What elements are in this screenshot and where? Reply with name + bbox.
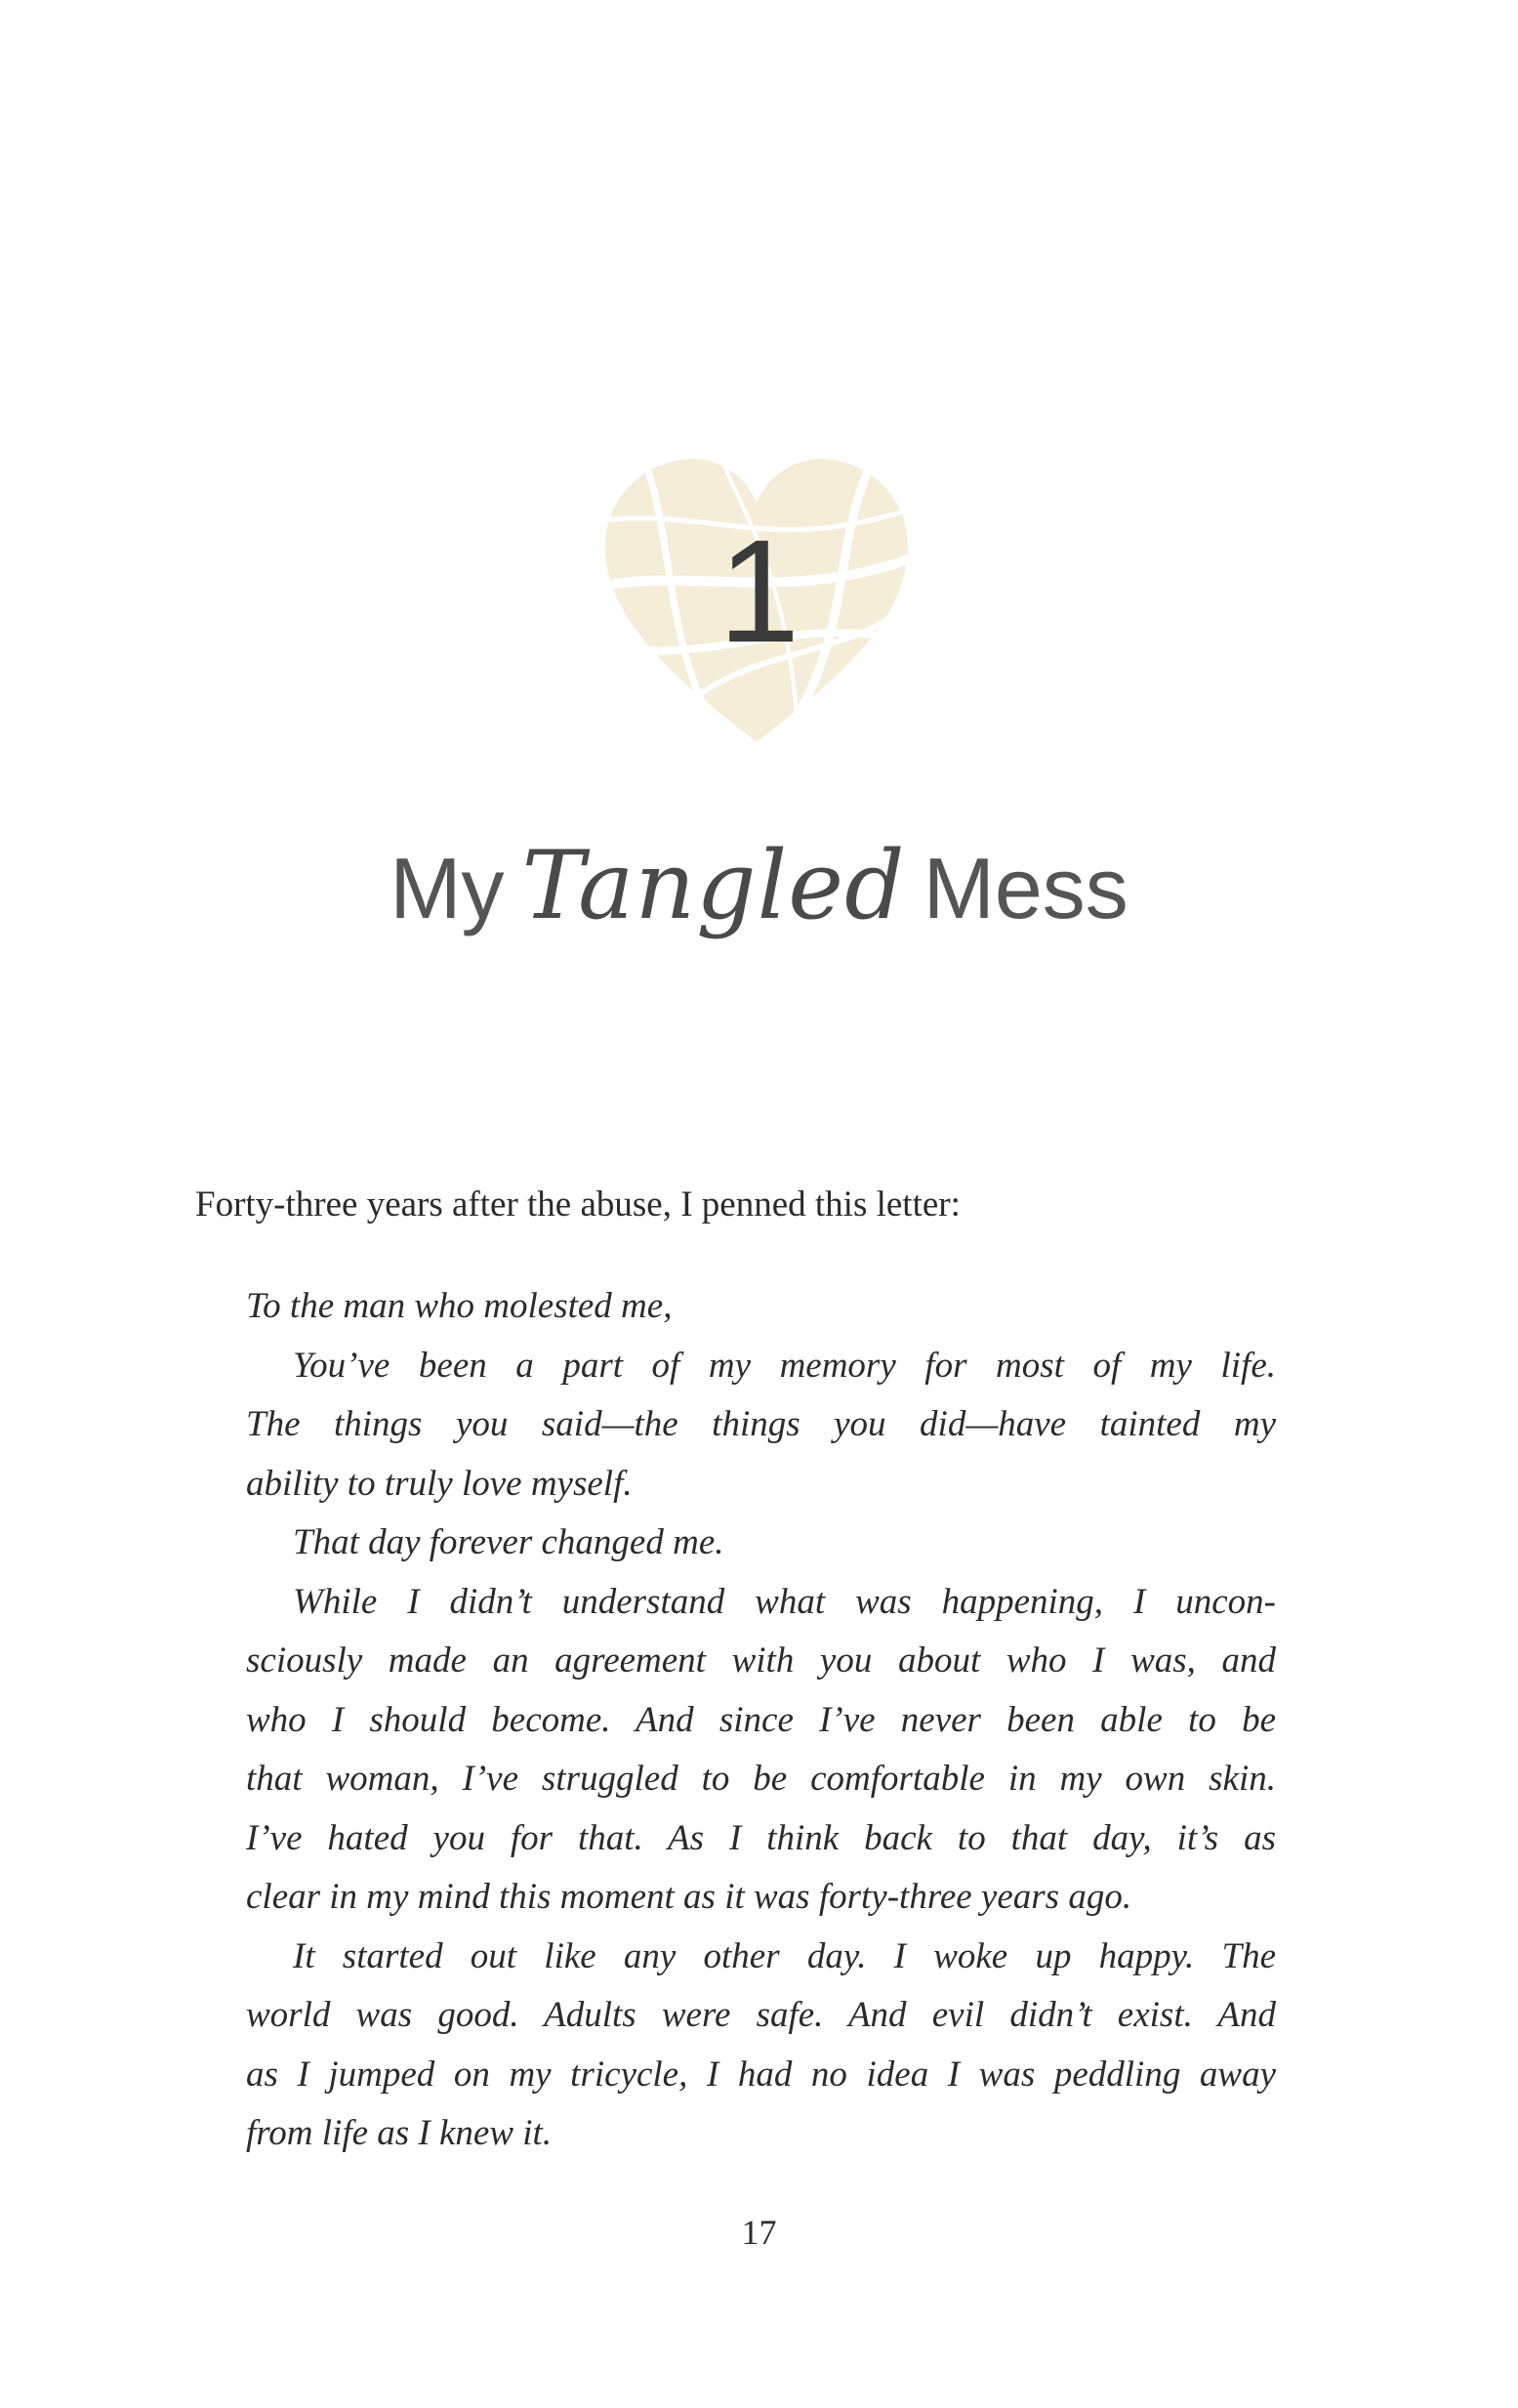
chapter-title: [0, 831, 1518, 940]
letter-line: I’ve hated you for that. As I think back to that day, it’s as: [246, 1817, 1276, 1858]
chapter-title-part1: My: [390, 840, 505, 936]
page-number: 17: [741, 2213, 777, 2252]
intro-paragraph: Forty-three years after the abuse, I penned this letter:: [195, 1184, 961, 1225]
chapter-number: 1: [718, 509, 800, 673]
letter-line: You’ve been a part of my memory for most of my life.: [293, 1345, 1276, 1386]
chapter-title-script: Tangled: [521, 831, 906, 940]
letter-line: ability to truly love myself.: [246, 1463, 633, 1504]
letter-line: sciously made an agreement with you about who I was, and: [246, 1640, 1276, 1681]
letter-block: [246, 1277, 1276, 2164]
letter-line: from life as I knew it.: [246, 2113, 553, 2153]
chapter-title-part2: Mess: [923, 840, 1128, 936]
letter-line: While I didn’t understand what was happening, I uncon-: [293, 1581, 1276, 1622]
letter-line: The things you said—the things you did—have tainted my: [246, 1404, 1276, 1444]
letter-line: that woman, I’ve struggled to be comfortable in my own skin.: [246, 1759, 1276, 1799]
letter-line: world was good. Adults were safe. And evil didn’t exist. And: [246, 1995, 1276, 2035]
letter-salutation: To the man who molested me,: [246, 1286, 673, 1326]
letter-line: clear in my mind this moment as it was forty-three years ago.: [246, 1877, 1132, 1917]
letter-line: That day forever changed me.: [293, 1522, 724, 1562]
letter-line: who I should become. And since I’ve never been able to be: [246, 1699, 1276, 1740]
letter-line: as I jumped on my tricycle, I had no idea I was peddling away: [246, 2054, 1276, 2095]
letter-line: It started out like any other day. I woke up happy. The: [293, 1935, 1276, 1976]
